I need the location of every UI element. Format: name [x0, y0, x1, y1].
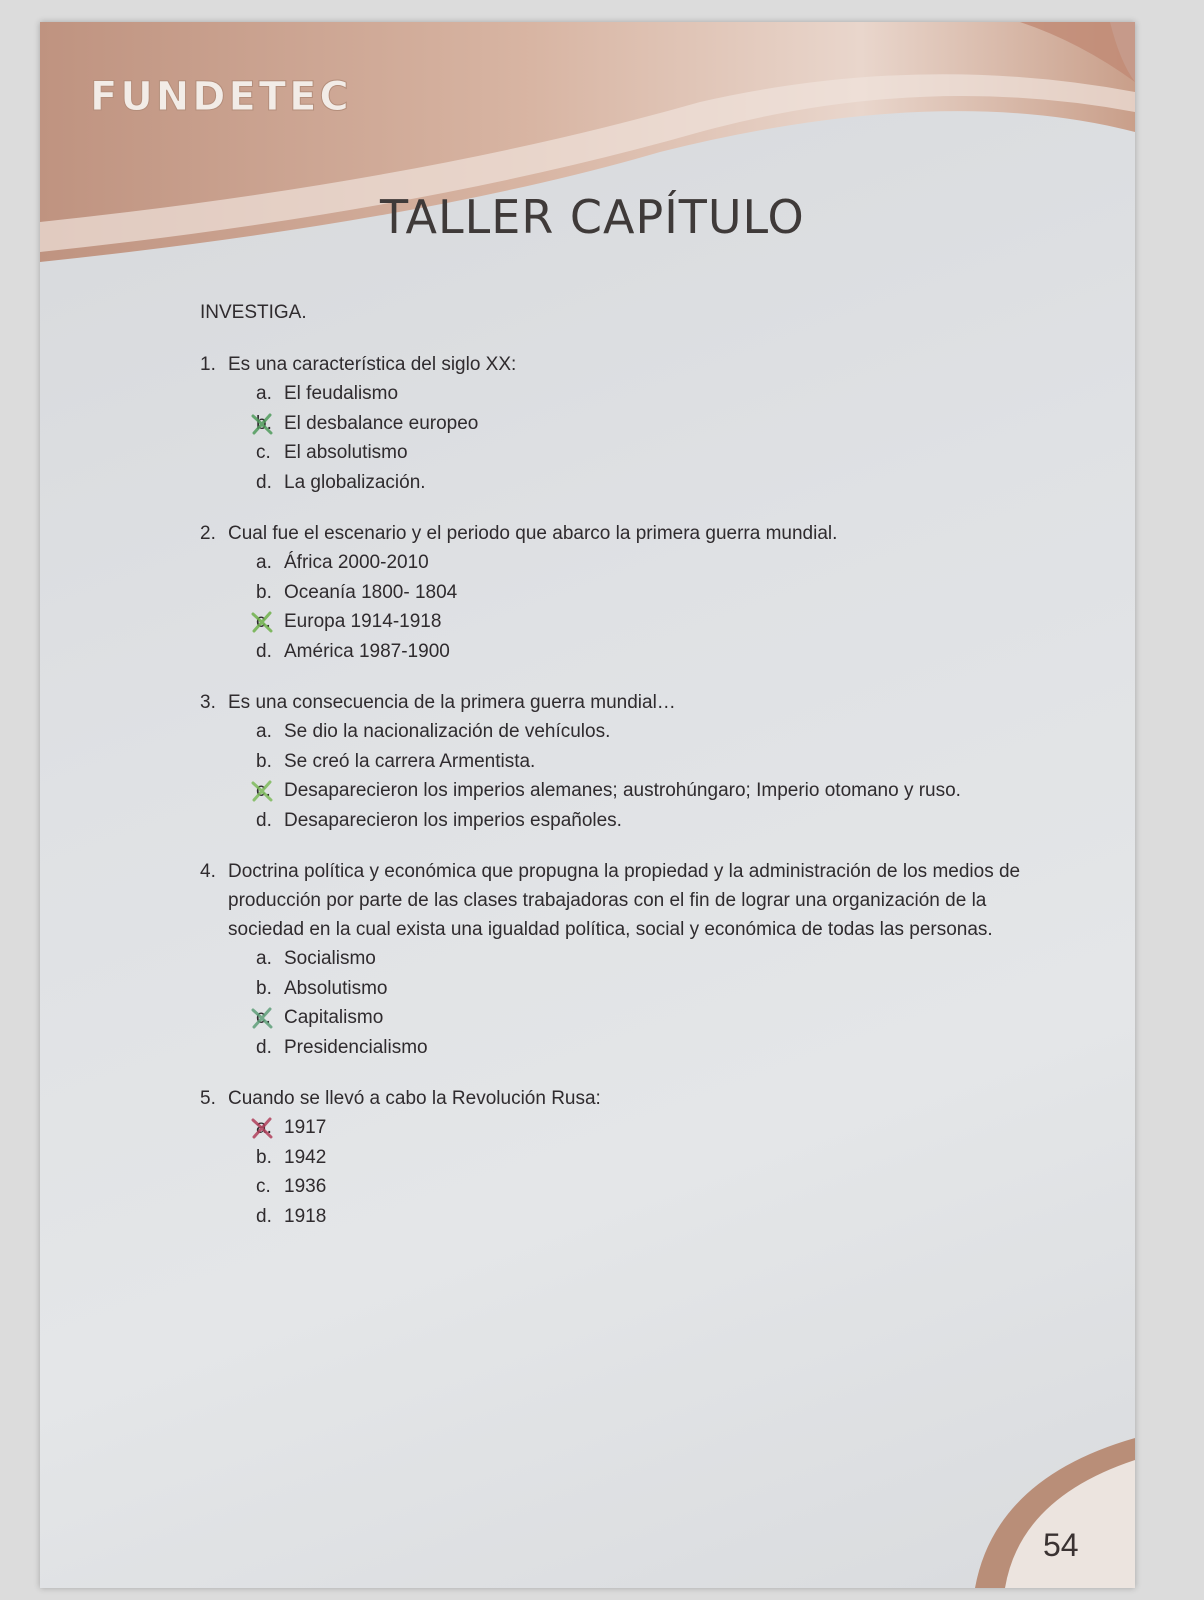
option-letter: c. [256, 611, 271, 632]
question-number: 1. [200, 354, 216, 375]
answer-option[interactable] [256, 1003, 1050, 1033]
brand-logo-text: FUNDETEC [90, 74, 352, 120]
answer-options [256, 548, 1050, 666]
answer-option[interactable] [256, 468, 1050, 498]
handwritten-x-mark-icon [250, 1116, 274, 1140]
question-stem [200, 688, 1050, 717]
handwritten-x-mark-icon [250, 610, 274, 634]
option-text: Desaparecieron los imperios españoles. [284, 809, 622, 831]
answer-option[interactable] [256, 776, 1050, 806]
handwritten-x-mark-icon [250, 779, 274, 803]
answer-option[interactable] [256, 1113, 1050, 1143]
option-text: 1918 [284, 1205, 327, 1227]
question-stem [200, 350, 1050, 379]
question-text: Es una característica del siglo XX: [228, 354, 517, 375]
page-corner-decoration [975, 1438, 1135, 1588]
option-letter: a. [256, 552, 272, 573]
question-1 [200, 350, 1050, 497]
answer-option[interactable] [256, 717, 1050, 747]
option-letter: b. [256, 977, 272, 999]
option-text: El desbalance europeo [284, 412, 479, 434]
option-text: Absolutismo [284, 977, 388, 999]
answer-option[interactable] [256, 1202, 1050, 1232]
question-number: 2. [200, 523, 216, 544]
question-5 [200, 1084, 1050, 1231]
question-number: 5. [200, 1088, 216, 1109]
answer-option[interactable] [256, 1143, 1050, 1173]
worksheet-page [40, 22, 1135, 1588]
handwritten-x-mark-icon [250, 412, 274, 436]
option-text: América 1987-1900 [284, 640, 450, 662]
option-text: 1936 [284, 1176, 327, 1197]
answer-option[interactable] [256, 747, 1050, 777]
question-stem [200, 519, 1050, 548]
option-letter: b. [256, 1146, 272, 1168]
answer-option[interactable] [256, 438, 1050, 468]
option-text: La globalización. [284, 471, 426, 493]
option-letter: b. [256, 581, 272, 603]
option-letter: c. [256, 1007, 271, 1028]
answer-options [256, 717, 1050, 835]
answer-option[interactable] [256, 806, 1050, 836]
answer-option[interactable] [256, 578, 1050, 608]
answer-options [256, 379, 1050, 497]
page-title: TALLER CAPÍTULO [380, 190, 805, 244]
option-letter: d. [256, 640, 272, 662]
option-text: Socialismo [284, 948, 376, 969]
question-text: Cuando se llevó a cabo la Revolución Rusa: [228, 1088, 601, 1109]
answer-option[interactable] [256, 637, 1050, 667]
question-text: Cual fue el escenario y el periodo que abarco la primera guerra mundial. [228, 523, 838, 544]
answer-option[interactable] [256, 1033, 1050, 1063]
answer-option[interactable] [256, 548, 1050, 578]
question-4 [200, 857, 1050, 1062]
question-text: Es una consecuencia de la primera guerra mundial… [228, 692, 676, 713]
option-letter: c. [256, 780, 271, 801]
page-number: 54 [1043, 1527, 1079, 1563]
option-text: África 2000-2010 [284, 552, 429, 573]
answer-option[interactable] [256, 944, 1050, 974]
option-text: Se dio la nacionalización de vehículos. [284, 721, 611, 742]
option-letter: d. [256, 809, 272, 831]
question-number: 4. [200, 861, 216, 882]
answer-option[interactable] [256, 379, 1050, 409]
option-text: El feudalismo [284, 383, 399, 404]
question-list [200, 350, 1050, 1231]
answer-option[interactable] [256, 607, 1050, 637]
option-text: 1942 [284, 1146, 327, 1168]
option-letter: d. [256, 471, 272, 493]
option-text: Presidencialismo [284, 1036, 428, 1058]
question-3 [200, 688, 1050, 835]
option-text: Capitalismo [284, 1007, 384, 1028]
handwritten-x-mark-icon [250, 1006, 274, 1030]
option-letter: b. [256, 750, 272, 772]
answer-option[interactable] [256, 409, 1050, 439]
option-text: Europa 1914-1918 [284, 611, 442, 632]
option-letter: d. [256, 1205, 272, 1227]
question-stem [200, 1084, 1050, 1113]
option-letter: a. [256, 948, 272, 969]
option-letter: a. [256, 1117, 272, 1138]
option-text: Oceanía 1800- 1804 [284, 581, 458, 603]
question-number: 3. [200, 692, 216, 713]
option-letter: b. [256, 412, 272, 434]
option-text: 1917 [284, 1117, 327, 1138]
option-text: Desaparecieron los imperios alemanes; austrohúngaro; Imperio otomano y ruso. [284, 780, 961, 801]
question-stem [200, 857, 1050, 944]
option-letter: a. [256, 721, 272, 742]
option-letter: c. [256, 1176, 271, 1197]
answer-option[interactable] [256, 974, 1050, 1004]
question-text: Doctrina política y económica que propugna la propiedad y la administración de los medios de producción por parte de las clases trabajadoras con el fin de lograr una organización de la sociedad en la cual exista una igualdad política, social y económica de todas las personas. [228, 861, 1021, 940]
option-letter: d. [256, 1036, 272, 1058]
question-2 [200, 519, 1050, 666]
option-letter: a. [256, 383, 272, 404]
answer-option[interactable] [256, 1172, 1050, 1202]
option-letter: c. [256, 442, 271, 463]
option-text: El absolutismo [284, 442, 408, 463]
answer-options [256, 1113, 1050, 1231]
answer-options [256, 944, 1050, 1062]
worksheet-content [200, 302, 1050, 1253]
section-label: INVESTIGA. [200, 302, 307, 323]
option-text: Se creó la carrera Armentista. [284, 750, 536, 772]
